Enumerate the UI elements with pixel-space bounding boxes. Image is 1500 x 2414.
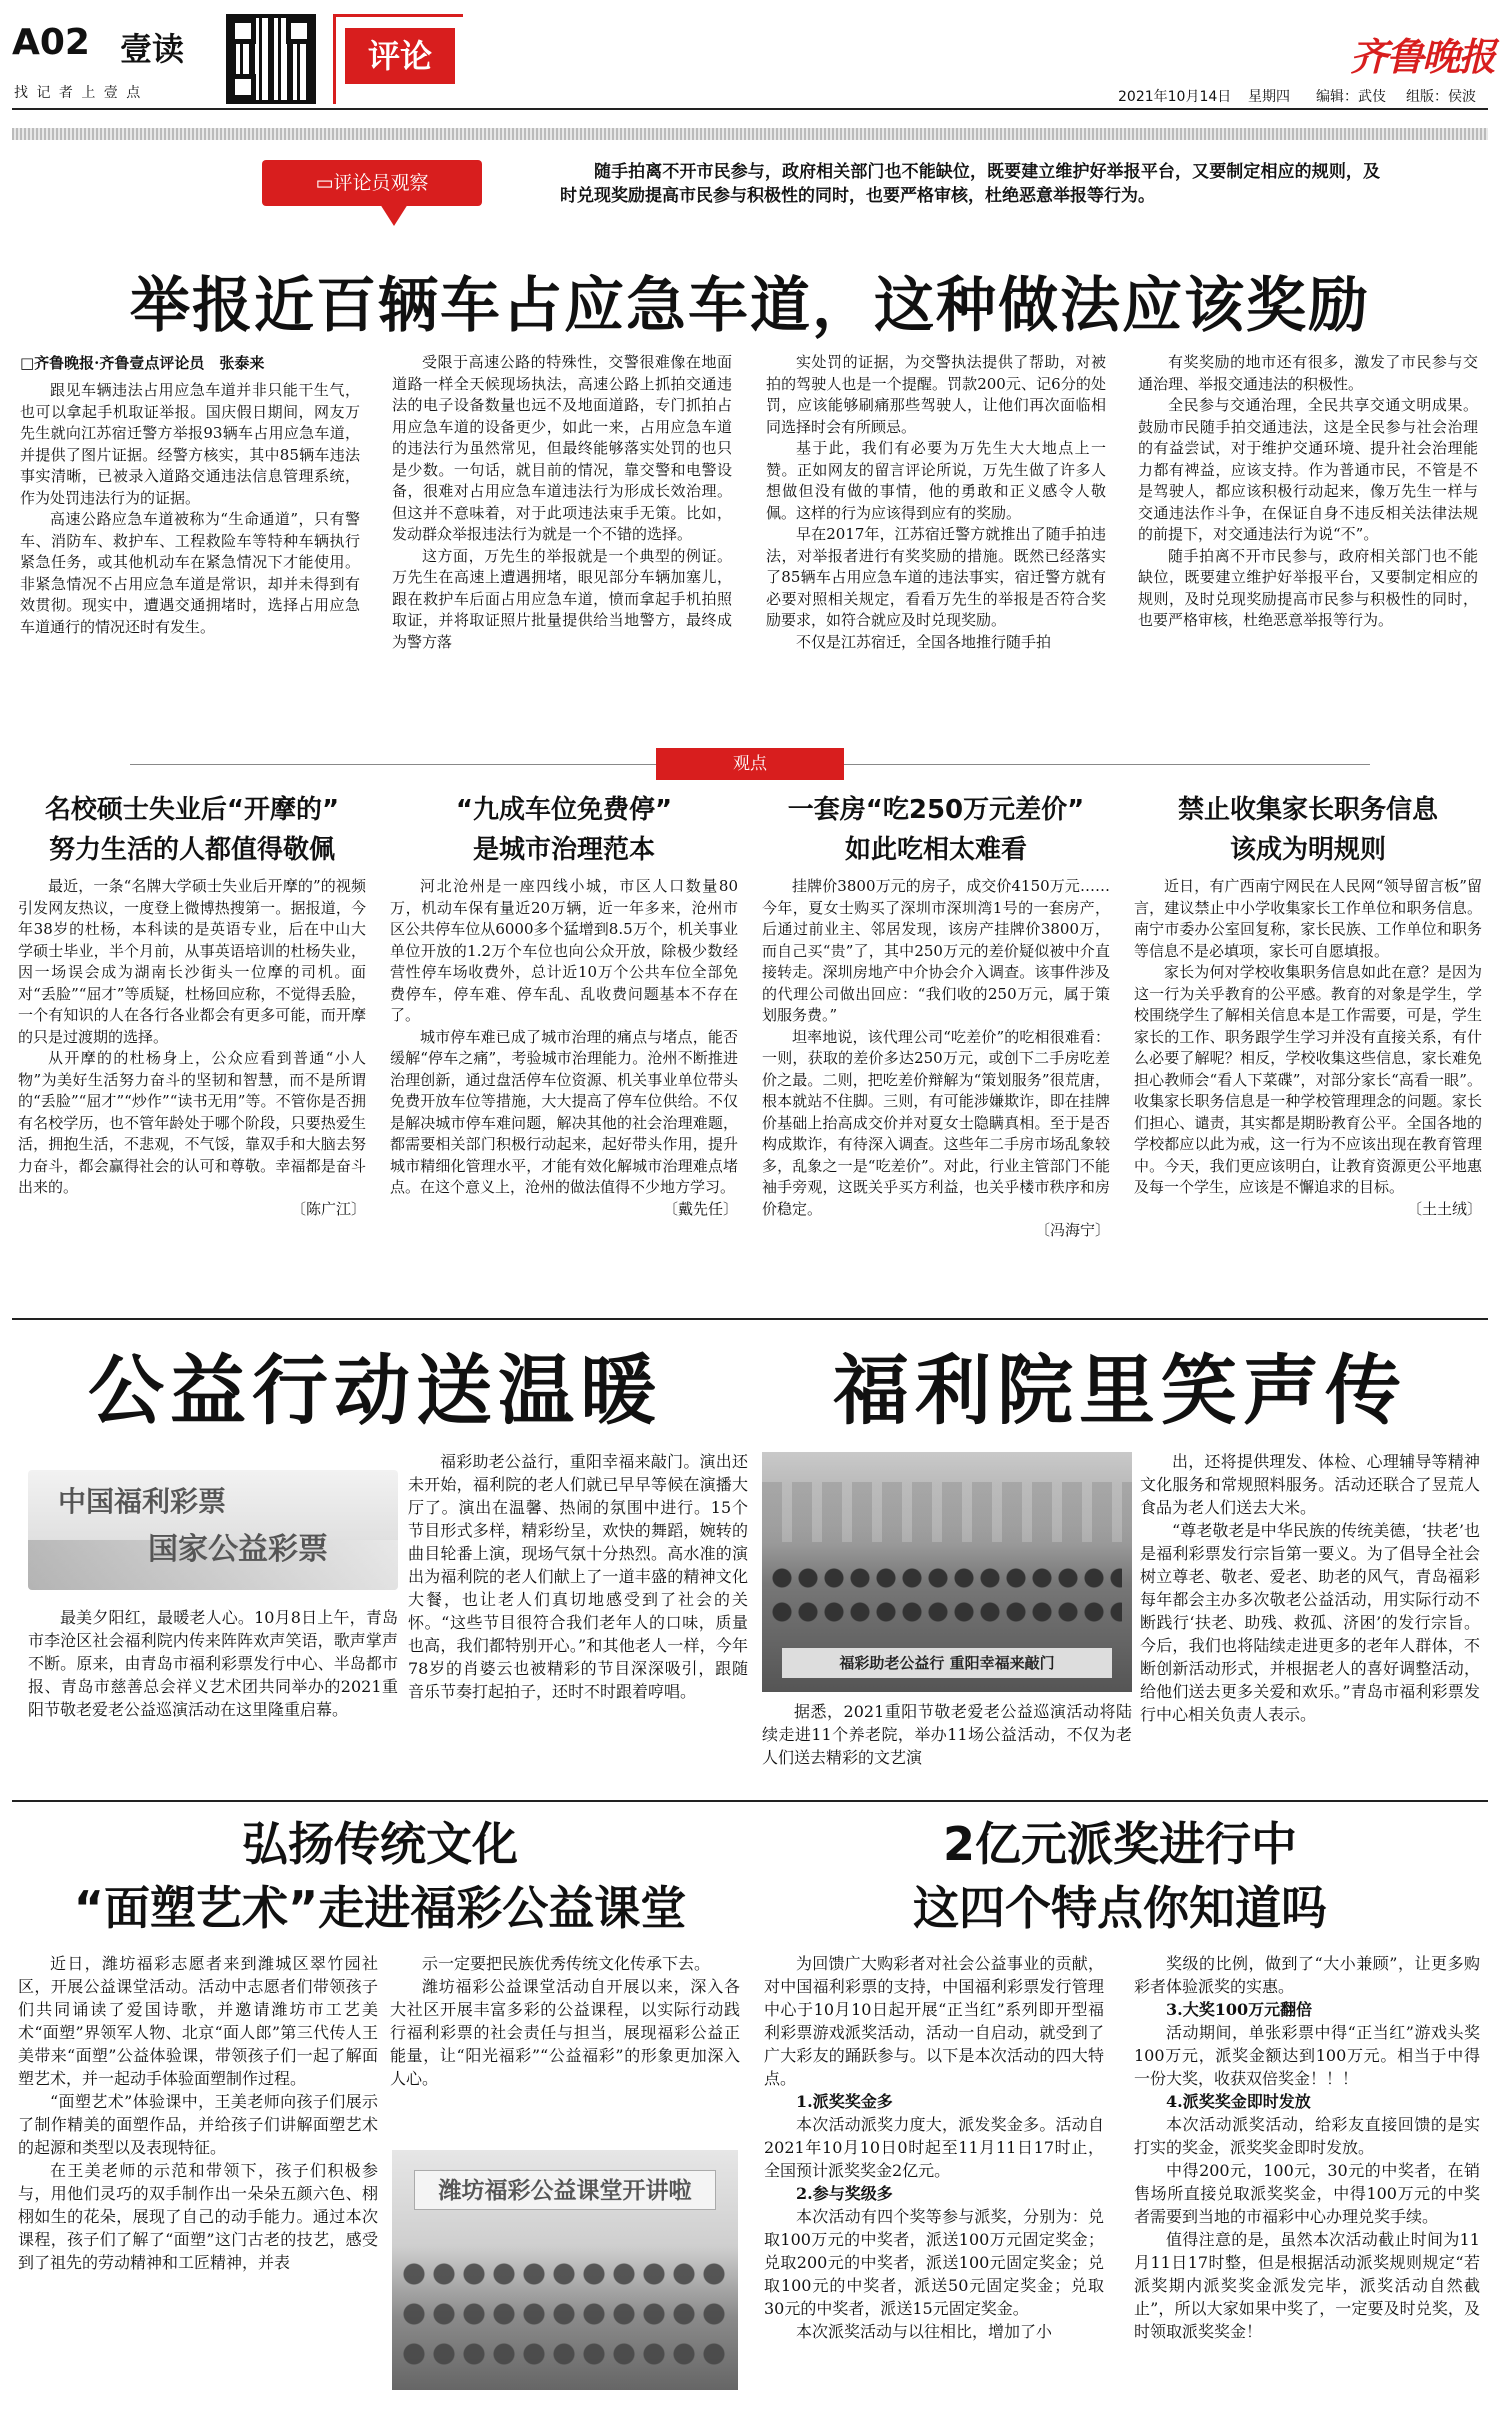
paragraph: 跟见车辆违法占用应急车道并非只能干生气，也可以拿起手机取证举报。国庆假日期间，网友万先生就向江苏宿迁警方举报93辆车占用应急车道，并提供了图片证据。经警方核实，其中85辆车违法事实清晰，已被录入道路交通违法信息管理系统，作为处罚违法行为的证据。 [20,381,360,507]
lottery3-title [760,1812,1480,1940]
view-author: 〔戴先任〕 [662,1199,738,1218]
paragraph: “尊老敬老是中华民族的传统美德，‘扶老’也是福利彩票发行宗旨第一要义。为了倡导全社会树立尊老、敬老、爱老、助老的风气，青岛福彩每年都会主办多次敬老公益活动，用实际行动不断践行‘扶老、助残、救孤、济困’的发行宗旨。今后，我们也将陆续走进更多的老年人群体，不断创新活动形式，并根据老人的喜好调整活动，给他们送去更多关爱和欢乐。”青岛市福利彩票发行中心相关负责人表示。 [1140,1521,1480,1724]
paragraph: 受限于高速公路的特殊性，交警很难像在地面道路一样全天候现场执法，高速公路上抓拍交通违法的电子设备数量也远不及地面道路，专门抓拍占用应急车道的设备更少，如此一来，占用应急车道的违法行为虽然常见，但最终能够落实处罚的也只是少数。一句话，就目前的情况，靠交警和电警设备，很难对占用应急车道违法行为形成长效治理。但这并不意味着，对于此项违法束手无策。比如，发动群众举报违法行为就是一个不错的选择。 [392,353,732,543]
lead-col-1 [20,380,360,740]
view-title-line: 努力生活的人都值得敬佩 [48,835,335,865]
view-title-line: 是城市治理范本 [472,835,655,865]
qr-code [226,14,316,104]
subheading: 3.大奖100万元翻倍 [1166,2000,1313,2019]
section-divider [12,1800,1488,1802]
view-title-line: 禁止收集家长职务信息 [1177,795,1438,825]
paragraph: 挂牌价3800万元的房子，成交价4150万元……今年，夏女士购买了深圳市深圳湾1号的一套房产，后通过前业主、邻居发现，该房产挂牌价3800万，而自己买“贵”了，其中250万元的差价疑似被中介直接转走。深圳房地产中介协会介入调查。该事件涉及的代理公司做出回应：“我们收的250万元，属于策划服务费。” [762,877,1110,1024]
view-author: 〔土土绒〕 [1406,1199,1482,1218]
paragraph: 全民参与交通治理，全民共享交通文明成果。鼓励市民随手拍交通违法，这是全民参与社会治理的有益尝试，对于维护交通环境、提升社会治理能力都有裨益，应该支持。作为普通市民，不管是不是驾驶人，都应该积极行动起来，像万先生一样与交通违法作斗争，在保证自身不违反相关法律法规的前提下，对交通违法行为说“不”。 [1138,396,1478,543]
paragraph: 本次派奖活动与以往相比，增加了小 [796,2322,1053,2341]
editor-credit: 编辑：武伎 [1316,89,1386,105]
paragraph: 实处罚的证据，为交警执法提供了帮助，对被拍的驾驶人也是一个提醒。罚款200元、记6分的处罚，应该能够刷痛那些驾驶人，让他们再次面临相同选择时会有所顾忌。 [766,353,1106,436]
lead-col-3 [766,352,1106,740]
issue-date: 2021年10月14日 [1118,89,1232,105]
view-1-body [18,876,366,1296]
lottery1-col-1 [28,1606,398,1796]
photo-banner: 福彩助老公益行 重阳幸福来敲门 [782,1648,1112,1678]
view-author: 〔冯海宁〕 [1034,1221,1110,1239]
paragraph: 近日，有广西南宁网民在人民网“领导留言板”留言，建议禁止中小学收集家长工作单位和职务信息。南宁市委办公室回复称，家长民族、工作单位和职务等信息不是必填项，家长可自愿填报。 [1134,877,1482,960]
subheading: 2.参与奖级多 [796,2184,893,2203]
title-line: “面塑艺术”走进福彩公益课堂 [73,1881,687,1935]
lottery1-col-2 [408,1450,748,1790]
paragraph: 最近，一条“名牌大学硕士失业后开摩的”的视频引发网友热议，一度登上微博热搜第一。据报道，今年38岁的杜杨，本科读的是英语专业，后在中山大学硕士毕业，半个月前，从事英语培训的杜杨失业，因一场误会成为湖南长沙街头一位摩的司机。面对“丢脸”“屈才”等质疑，杜杨回应称，不觉得丢脸，一个有知识的人在各行各业都会有更多可能，而开摩的只是过渡期的选择。 [18,877,366,1046]
subheading: 1.派奖奖金多 [796,2092,893,2111]
lottery2-title [20,1812,740,1940]
paragraph: 早在2017年，江苏宿迁警方就推出了随手拍违法，对举报者进行有奖奖励的措施。既然已经落实了85辆车占用应急车道的违法事实，宿迁警方就有必要对照相关规定，看看万先生的举报是否符合奖励要求，如符合就应及时兑现奖励。 [766,525,1106,629]
event-photo [762,1452,1132,1692]
paragraph: 本次活动有四个奖等参与派奖，分别为：兑取100万元的中奖者，派送100万元固定奖金；兑取200元的中奖者，派送100元固定奖金；兑取100元的中奖者，派送50元固定奖金；兑取30元的中奖者，派送15元固定奖金。 [764,2207,1104,2318]
paragraph: 有奖奖励的地市还有很多，激发了市民参与交通治理、举报交通违法的积极性。 [1138,353,1478,393]
paragraph: 在王美老师的示范和带领下，孩子们积极参与，用他们灵巧的双手制作出一朵朵五颜六色、栩栩如生的花朵，展现了自己的动手能力。通过本次课程，孩子们了解了“面塑”这门古老的技艺，感受到了祖先的劳动精神和工匠精神，并表 [18,2161,378,2272]
section-name: 壹读 [120,30,185,68]
paragraph: 城市停车难已成了城市治理的痛点与堵点，能否缓解“停车之痛”，考验城市治理能力。沧州不断推进治理创新，通过盘活停车位资源、机关事业单位带头免费开放车位等措施，大大提高了停车位供给。不仅是解决城市停车难问题，解决其他的社会治理难题，都需要相关部门积极行动起来，起好带头作用，提升城市精细化管理水平，才能有效化解城市治理难点堵点。在这个意义上，沧州的做法值得不少地方学习。 [390,1027,738,1196]
view-2-body [390,876,738,1296]
lead-col-4 [1138,352,1478,740]
paragraph: 近日，潍坊福彩志愿者来到潍城区翠竹园社区，开展公益课堂活动。活动中志愿者们带领孩子们共同诵读了爱国诗歌，并邀请潍坊市工艺美术“面塑”界领军人物、北京“面人郎”第三代传人王美带来“面塑”公益体验课，带领孩子们一起了解面塑艺术，并一起动手体验面塑制作过程。 [18,1954,378,2088]
lottery2-col-b [390,1952,740,2102]
observer-tag-pointer [380,204,408,226]
lead-col-2 [392,352,732,740]
view-title-line: 名校硕士失业后“开摩的” [44,795,340,825]
lead-deck [560,160,1380,208]
lottery1-headline-right: 福利院里笑声传 [833,1346,1407,1435]
header-slogan: 找 记 者 上 壹 点 [14,85,143,101]
subheading: 4.派奖奖金即时发放 [1166,2092,1311,2111]
paragraph: 最美夕阳红，最暖老人心。10月8日上午，青岛市李沧区社会福利院内传来阵阵欢声笑语，歌声掌声不断。原来，由青岛市福利彩票发行中心、半岛都市报、青岛市慈善总会祥义艺术团共同举办的2021重阳节敬老爱老公益巡演活动在这里隆重启幕。 [28,1608,398,1719]
paragraph: 示一定要把民族优秀传统文化传承下去。 [422,1954,711,1973]
paragraph: 家长为何对学校收集职务信息如此在意？是因为这一行为关乎教育的公平感。教育的对象是学生，学校围绕学生了解相关信息本是工作需要，可是，学生家长的工作、职务跟学生学习并没有直接关系，有什么必要了解呢？相反，学校收集这些信息，家长难免担心教师会“看人下菜碟”，对部分家长“高看一眼”。收集家长职务信息是一种学校管理理念的问题。家长们担心、谴责，其实都是期盼教育公平。全国各地的学校都应以此为戒，这一行为不应该出现在教育管理中。今天，我们更应该明白，让教育资源更公平地惠及每一个学生，应该是不懈追求的目标。 [1134,963,1482,1196]
lead-deck-text: 随手拍离不开市民参与，政府相关部门也不能缺位，既要建立维护好举报平台，又要制定相应的规则，及时兑现奖励提高市民参与积极性的同时，也要严格审核，杜绝恶意举报等行为。 [560,162,1380,206]
lottery1-col-4 [1140,1450,1480,1790]
paragraph: 河北沧州是一座四线小城，市区人口数量80万，机动车保有量近20万辆，近一年多来，沧州市区公共停车位从6000多个猛增到8.5万个，机关事业单位开放的1.2万个车位也向公众开放，除极少数经营性停车场收费外，总计近10万个公共车位全部免费停车，停车难、停车乱、乱收费问题基本不存在了。 [390,877,738,1024]
class-photo [392,2150,738,2390]
paragraph: 活动期间，单张彩票中得“正当红”游戏头奖100万元，派奖金额达到100万元。相当于中得一份大奖，收获双倍奖金！！！ [1134,2023,1480,2088]
column-tag: 评论 [345,28,455,84]
paragraph: “面塑艺术”体验课中，王美老师向孩子们展示了制作精美的面塑作品，并给孩子们讲解面塑艺术的起源和类型以及表现特征。 [18,2092,378,2157]
header-band [12,128,1488,140]
header-rule [12,108,1488,110]
paragraph: 高速公路应急车道被称为“生命通道”，只有警车、消防车、救护车、工程救险车等特种车辆执行紧急任务，或其他机动车在紧急情况下才能使用。非紧急情况不占用应急车道是常识，却并未得到有效贯彻。现实中，遭遇交通拥堵时，选择占用应急车道通行的情况还时有发生。 [20,510,360,636]
paragraph: 奖级的比例，做到了“大小兼顾”，让更多购彩者体验派奖的实惠。 [1134,1954,1480,1996]
view-2-title [390,790,738,870]
view-1-title [18,790,366,870]
paragraph: 从开摩的的杜杨身上，公众应看到普通“小人物”为美好生活努力奋斗的坚韧和智慧，而不是所谓的“丢脸”“屈才”“炒作”“读书无用”等。不管你是否拥有名校学历，也不管年龄处于哪个阶段，只要热爱生活，拥抱生活，不悲观，不气馁，靠双手和大脑去努力奋斗，都会赢得社会的认可和尊敬。幸福都是奋斗出来的。 [18,1049,366,1196]
logo-line-1: 中国福利彩票 [58,1485,227,1518]
title-line: 弘扬传统文化 [242,1817,518,1871]
lottery3-col-a [764,1952,1104,2402]
designer-credit: 组版：侯波 [1406,89,1476,105]
paragraph: 不仅是江苏宿迁，全国各地推行随手拍 [796,632,1052,651]
lottery1-col-3 [762,1700,1132,1790]
view-title-line: “九成车位免费停” [455,795,673,825]
title-line: 2亿元派奖进行中 [942,1817,1297,1871]
paragraph: 随手拍离不开市民参与，政府相关部门也不能缺位，既要建立维护好举报平台，又要制定相应的规则，及时兑现奖励提高市民参与积极性的同时，也要严格审核，杜绝恶意举报等行为。 [1138,546,1478,629]
view-3-body [762,876,1110,1296]
lottery1-headline-left: 公益行动送温暖 [88,1346,662,1435]
lead-headline: 举报近百辆车占应急车道，这种做法应该奖励 [130,271,1370,341]
lead-byline: □齐鲁晚报·齐鲁壹点评论员 张泰来 [20,354,265,372]
logo-line-2: 国家公益彩票 [148,1532,328,1567]
view-title-line: 一套房“吃250万元差价” [787,795,1085,825]
issue-weekday: 星期四 [1248,89,1290,105]
observer-tag-label: 评论员观察 [333,172,429,194]
paragraph: 值得注意的是，虽然本次活动截止时间为11月11日17时整，但是根据活动派奖规则规定“若派奖期内派奖奖金派发完毕，派奖活动自然截止”，所以大家如果中奖了，一定要及时兑奖，及时领取派奖奖金！ [1134,2230,1480,2341]
paragraph: 本次活动派奖活动，给彩友直接回馈的是实打实的奖金，派奖奖金即时发放。 [1134,2115,1480,2157]
lottery2-col-a [18,1952,378,2402]
welfare-lottery-logo [28,1470,398,1590]
section-divider [12,1318,1488,1320]
paragraph: 本次活动派奖力度大，派发奖金多。活动自2021年10月10日0时起至11月11日17时止，全国预计派奖奖金2亿元。 [764,2115,1104,2180]
paragraph: 这方面，万先生的举报就是一个典型的例证。万先生在高速上遭遇拥堵，眼见部分车辆加塞儿，跟在救护车后面占用应急车道，愤而拿起手机拍照取证，并将取证照片批量提供给当地警方，最终成为警方落 [392,546,732,651]
paragraph: 坦率地说，该代理公司“吃差价”的吃相很难看：一则，获取的差价多达250万元，或创下二手房吃差价之最。二则，把吃差价辩解为“策划服务”很荒唐，根本就站不住脚。三则，有可能涉嫌欺诈，即在挂牌价基础上抬高成交价并对夏女士隐瞒真相。至于是否构成欺诈，有待深入调查。这些年二手房市场乱象较多，乱象之一是“吃差价”。对此，行业主管部门不能袖手旁观，这既关乎买方利益，也关乎楼市秩序和房价稳定。 [762,1027,1110,1218]
view-4-title [1134,790,1482,870]
title-line: 这四个特点你知道吗 [913,1881,1327,1935]
paragraph: 基于此，我们有必要为万先生大大地点上一赞。正如网友的留言评论所说，万先生做了许多人想做但没有做的事情，他的勇敢和正义感令人敬佩。这样的行为应该得到应有的奖励。 [766,439,1106,522]
paper-logo: 齐鲁晚报 [1350,34,1495,79]
paragraph: 为回馈广大购彩者对社会公益事业的贡献，对中国福利彩票的支持，中国福利彩票发行管理中心于10月10日起开展“正当红”系列即开型福利彩票游戏派奖活动，活动一自启动，就受到了广大彩友的踊跃参与。以下是本次活动的四大特点。 [764,1954,1104,2088]
observer-tag [262,160,482,206]
view-3-title [762,790,1110,870]
paragraph: 出，还将提供理发、体检、心理辅导等精神文化服务和常规照料服务。活动还联合了昱荒人食品为老人们送去大米。 [1140,1452,1480,1517]
paragraph: 据悉，2021重阳节敬老爱老公益巡演活动将陆续走进11个养老院，举办11场公益活动，不仅为老人们送去精彩的文艺演 [762,1702,1132,1767]
view-title-line: 该成为明规则 [1229,835,1386,865]
paragraph: 中得200元，100元，30元的中奖者，在销售场所直接兑取派奖奖金，中得100万元的中奖者需要到当地的市福彩中心办理兑奖手续。 [1134,2161,1480,2226]
page-number: A02 [12,22,90,63]
class-banner: 潍坊福彩公益课堂开讲啦 [414,2170,716,2210]
view-title-line: 如此吃相太难看 [844,835,1027,865]
views-tag: 观点 [656,748,844,780]
paragraph: 潍坊福彩公益课堂活动自开展以来，深入各大社区开展丰富多彩的公益课程，以实际行动践行福利彩票的社会责任与担当，展现福彩公益正能量，让“阳光福彩”“公益福彩”的形象更加深入人心。 [390,1977,740,2088]
view-4-body [1134,876,1482,1296]
paragraph: 福彩助老公益行，重阳幸福来敲门。演出还未开始，福利院的老人们就已早早等候在演播大厅了。演出在温馨、热闹的氛围中进行。15个节目形式多样，精彩纷呈，欢快的舞蹈，婉转的曲目轮番上演，现场气氛十分热烈。高水准的演出为福利院的老人们献上了一道丰盛的精神文化大餐，也让老人们真切地感受到了社会的关怀。“这些节目很符合我们老年人的口味，质量也高，我们都特别开心。”和其他老人一样，今年78岁的肖婆云也被精彩的节目深深吸引，跟随音乐节奏打起拍子，还时不时跟着哼唱。 [408,1452,748,1701]
view-author: 〔陈广江〕 [290,1199,366,1218]
lottery3-col-b [1134,1952,1480,2402]
document-icon: ▭ [315,172,334,194]
